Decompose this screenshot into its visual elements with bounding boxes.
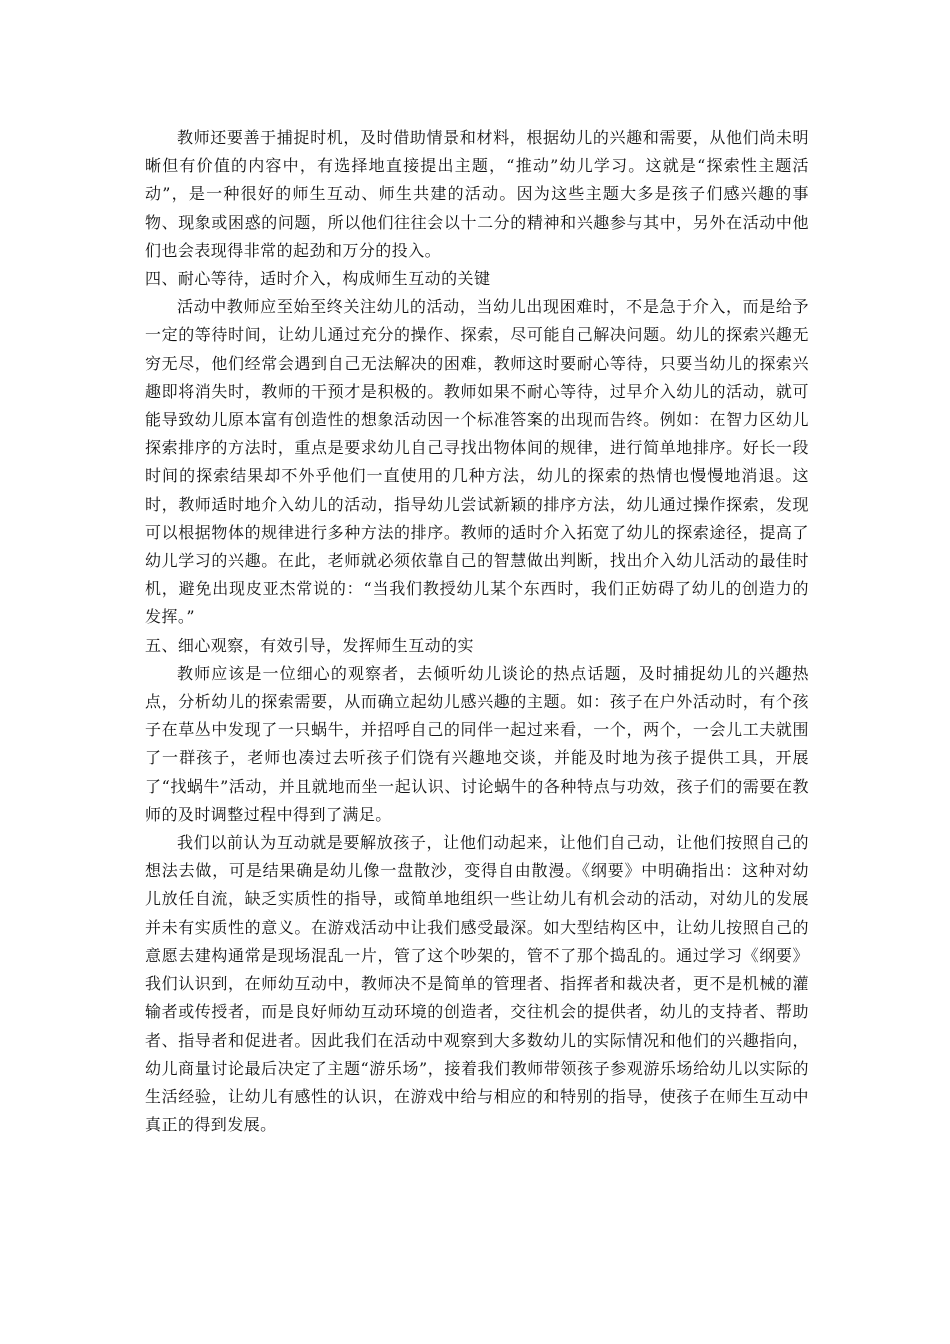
paragraph-section-four: 活动中教师应至始至终关注幼儿的活动，当幼儿出现困难时，不是急于介入，而是给予一定的等待时间，让幼儿通过充分的操作、探索，尽可能自己解决问题。幼儿的探索兴趣无穷无尽，他们经常会遇到自己无法解决的困难，教师这时要耐心等待，只要当幼儿的探索兴趣即将消失时，教师的干预才是积极的。教师如果不耐心等待，过早介入幼儿的活动，就可能导致幼儿原本富有创造性的想象活动因一个标准答案的出现而告终。例如：在智力区幼儿探索排序的方法时，重点是要求幼儿自己寻找出物体间的规律，进行简单地排序。好长一段时间的探索结果却不外乎他们一直使用的几种方法，幼儿的探索的热情也慢慢地消退。这时，教师适时地介入幼儿的活动，指导幼儿尝试新颖的排序方法，幼儿通过操作探索，发现可以根据物体的规律进行多种方法的排序。教师的适时介入拓宽了幼儿的探索途径，提高了幼儿学习的兴趣。在此，老师就必须依靠自己的智慧做出判断，找出介入幼儿活动的最佳时机，避免出现皮亚杰常说的：“当我们教授幼儿某个东西时，我们正妨碍了幼儿的创造力的发挥。”: [145, 297, 809, 627]
document-body: [145, 124, 809, 1139]
section-heading-five: 五、细心观察，有效引导，发挥师生互动的实: [145, 635, 475, 655]
paragraph-section-five: 教师应该是一位细心的观察者，去倾听幼儿谈论的热点话题，及时捕捉幼儿的兴趣热点，分析幼儿的探索需要，从而确立起幼儿感兴趣的主题。如：孩子在户外活动时，有个孩子在草丛中发现了一只蜗牛，并招呼自己的同伴一起过来看，一个，两个，一会儿工夫就围了一群孩子，老师也凑过去听孩子们饶有兴趣地交谈，并能及时地为孩子提供工具，开展了“找蜗牛”活动，并且就地而坐一起认识、讨论蜗牛的各种特点与功效，孩子们的需要在教师的及时调整过程中得到了满足。: [145, 663, 809, 824]
section-heading-four: 四、耐心等待，适时介入，构成师生互动的关键: [145, 269, 491, 289]
paragraph-intro: 教师还要善于捕捉时机，及时借助情景和材料，根据幼儿的兴趣和需要，从他们尚未明晰但有价值的内容中，有选择地直接提出主题，“推动”幼儿学习。这就是“探索性主题活动”，是一种很好的师生互动、师生共建的活动。因为这些主题大多是孩子们感兴趣的事物、现象或困惑的问题，所以他们往往会以十二分的精神和兴趣参与其中，另外在活动中他们也会表现得非常的起劲和万分的投入。: [145, 128, 809, 260]
paragraph-conclusion: 我们以前认为互动就是要解放孩子，让他们动起来，让他们自己动，让他们按照自己的想法去做，可是结果确是幼儿像一盘散沙，变得自由散漫。《纲要》中明确指出：这种对幼儿放任自流，缺乏实质性的指导，或简单地组织一些让幼儿有机会动的活动，对幼儿的发展并未有实质性的意义。在游戏活动中让我们感受最深。如大型结构区中，让幼儿按照自己的意愿去建构通常是现场混乱一片，管了这个吵架的，管不了那个捣乱的。通过学习《纲要》我们认识到，在师幼互动中，教师决不是简单的管理者、指挥者和裁决者，更不是机械的灌输者或传授者，而是良好师幼互动环境的创造者，交往机会的提供者，幼儿的支持者、帮助者、指导者和促进者。因此我们在活动中观察到大多数幼儿的实际情况和他们的兴趣指向，幼儿商量讨论最后决定了主题“游乐场”，接着我们教师带领孩子参观游乐场给幼儿以实际的生活经验，让幼儿有感性的认识，在游戏中给与相应的和特别的指导，使孩子在师生互动中真正的得到发展。: [145, 833, 809, 1135]
